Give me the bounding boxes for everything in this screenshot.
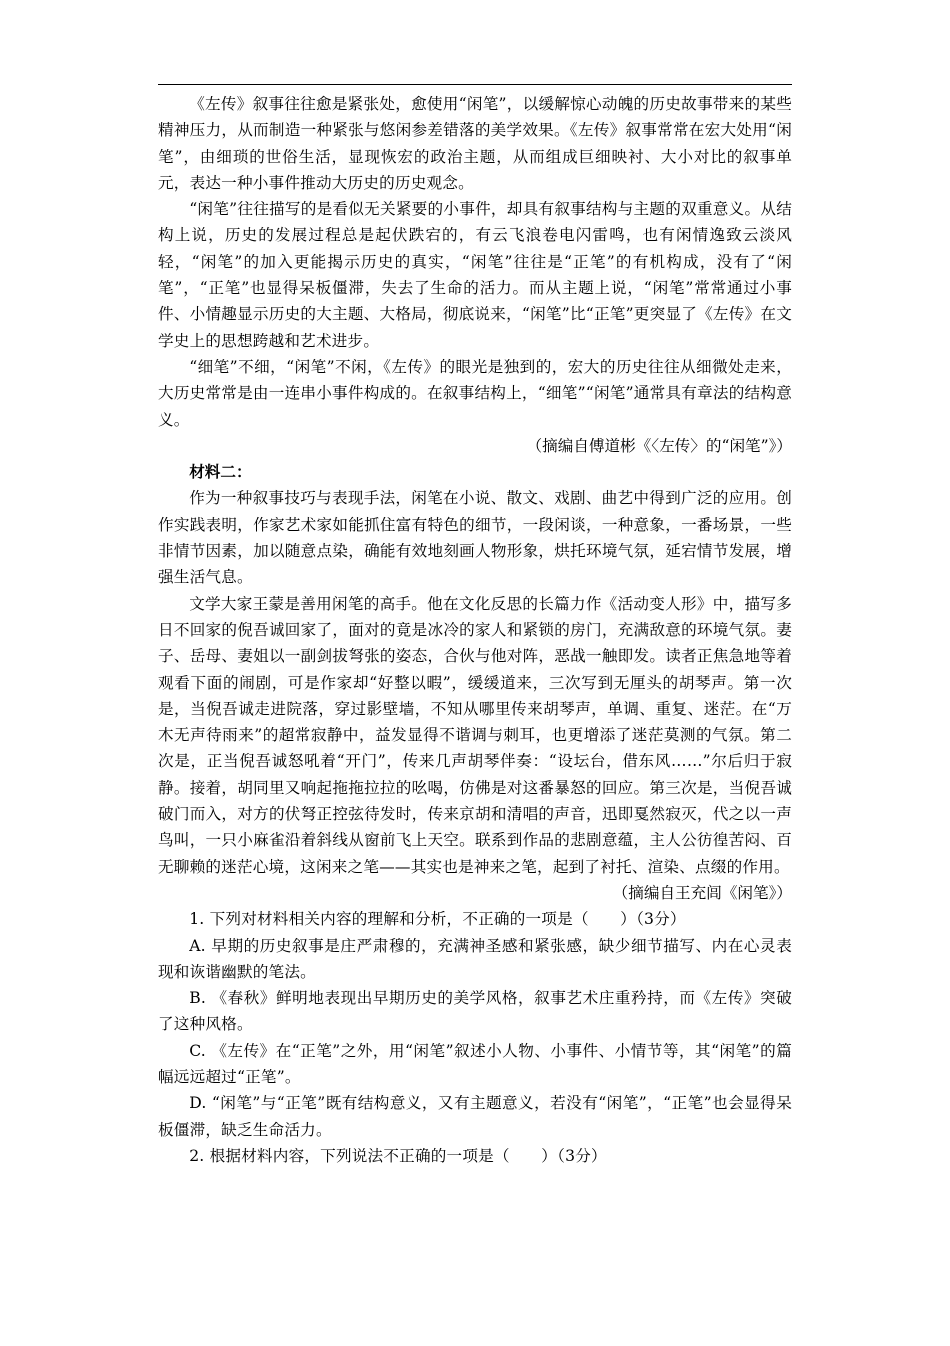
material-two-source: （摘编自王充闾《闲笔》）	[612, 883, 792, 902]
material-two-paragraph-2: 文学大家王蒙是善用闲笔的高手。他在文化反思的长篇力作《活动变人形》中，描写多日不回家的倪吾诚回家了，面对的竟是冰冷的家人和紧锁的房门，充满敌意的环境气氛。妻子、岳母、妻姐以一副剑拔弩张的姿态，合伙与他对阵，恶战一触即发。读者正焦急地等着观看下面的闹剧，可是作家却“好整以暇”，缓缓道来，三次写到无厘头的胡琴声。第一次是，当倪吾诚走进院落，穿过影壁墙，不知从哪里传来胡琴声，单调、重复、迷茫。在“万木无声待雨来”的超常寂静中，益发显得不谐调与刺耳，也更增添了迷茫莫测的气氛。第二次是，正当倪吾诚怒吼着“开门”，传来几声胡琴伴奏：“设坛台，借东风……”尔后归于寂静。接着，胡同里又响起拖拖拉拉的吆喝，仿佛是对这番暴怒的回应。第三次是，当倪吾诚破门而入，对方的伏弩正控弦待发时，传来京胡和清唱的声音，迅即戛然寂灭，代之以一声鸟叫，一只小麻雀沿着斜线从窗前飞上天空。联系到作品的悲剧意蕴，主人公彷徨苦闷、百无聊赖的迷茫心境，这闲来之笔——其实也是神来之笔，起到了衬托、渲染、点缀的作用。	[158, 594, 792, 876]
material-one-paragraph-1: 《左传》叙事往往愈是紧张处，愈使用“闲笔”，以缓解惊心动魄的历史故事带来的某些精神压力，从而制造一种紧张与悠闲参差错落的美学效果。《左传》叙事常常在宏大处用“闲笔”，由细琐的世俗生活，显现恢宏的政治主题，从而组成巨细映衬、大小对比的叙事单元，表达一种小事件推动大历史的历史观念。	[158, 95, 792, 192]
question-1-option-c: C. 《左传》在“正笔”之外，用“闲笔”叙述小人物、小事件、小情节等，其“闲笔”的篇幅远远超过“正笔”。	[158, 1041, 792, 1086]
header-rule	[158, 84, 792, 85]
question-2-stem: 2. 根据材料内容，下列说法不正确的一项是（ ）（3分）	[189, 1146, 607, 1165]
question-1-option-b: B. 《春秋》鲜明地表现出早期历史的美学风格，叙事艺术庄重矜持，而《左传》突破了这种风格。	[158, 989, 792, 1034]
material-two-paragraph-1: 作为一种叙事技巧与表现手法，闲笔在小说、散文、戏剧、曲艺中得到广泛的应用。创作实践表明，作家艺术家如能抓住富有特色的细节，一段闲谈，一种意象，一番场景，一些非情节因素，加以随意点染，确能有效地刻画人物形象，烘托环境气氛，延宕情节发展，增强生活气息。	[158, 489, 792, 587]
question-1-option-d: D. “闲笔”与“正笔”既有结构意义，又有主题意义，若没有“闲笔”，“正笔”也会显得呆板僵滞，缺乏生命活力。	[158, 1094, 792, 1139]
material-one-paragraph-2: “闲笔”往往描写的是看似无关紧要的小事件，却具有叙事结构与主题的双重意义。从结构上说，历史的发展过程总是起伏跌宕的，有云飞浪卷电闪雷鸣，也有闲情逸致云淡风轻，“闲笔”的加入更能揭示历史的真实，“闲笔”往往是“正笔”的有机构成，没有了“闲笔”，“正笔”也显得呆板僵滞，失去了生命的活力。而从主题上说，“闲笔”常常通过小事件、小情趣显示历史的大主题、大格局，彻底说来，“闲笔”比“正笔”更突显了《左传》在文学史上的思想跨越和艺术进步。	[158, 200, 792, 350]
material-two-heading: 材料二：	[189, 462, 252, 482]
material-one-source: （摘编自傅道彬《〈左传〉的“闲笔”》）	[526, 436, 792, 455]
document-page	[158, 84, 792, 1169]
question-1-stem: 1. 下列对材料相关内容的理解和分析，不正确的一项是（ ）（3分）	[189, 910, 686, 929]
material-one-paragraph-3: “细笔”不细，“闲笔”不闲，《左传》的眼光是独到的，宏大的历史往往从细微处走来，大历史常常是由一连串小事件构成的。在叙事结构上，“细笔”“闲笔”通常具有章法的结构意义。	[158, 357, 792, 429]
question-1-option-a: A. 早期的历史叙事是庄严肃穆的，充满神圣感和紧张感，缺少细节描写、内在心灵表现和诙谐幽默的笔法。	[158, 936, 792, 981]
